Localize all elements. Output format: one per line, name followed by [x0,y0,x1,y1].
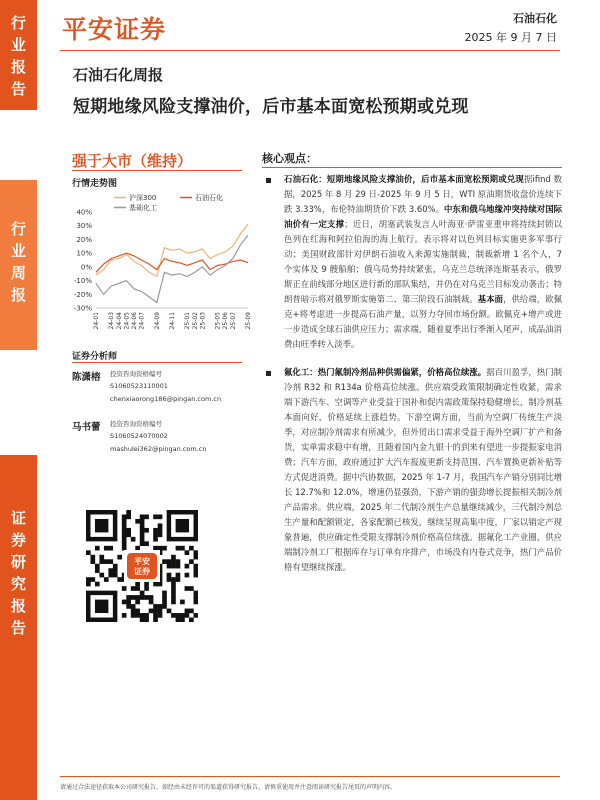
x-tick-label: 24-09 [153,312,161,330]
x-tick-label: 24-04 [115,312,123,330]
footer-divider [60,776,560,777]
rating-divider [72,170,242,171]
report-type: 石油石化周报 [73,66,164,84]
qr-code-icon [86,510,198,622]
report-date: 2025 年 9 月 7 日 [464,31,557,44]
series-line [96,253,248,272]
analyst-id: S1060524070002 [110,432,168,440]
point-body: 据ifind 数据，2025 年 8 月 29 日-2025 年 9 月 5 日，WTI 原油期货收盘价连续下跌 3.33%，布伦特油期货价下跌 3.60%。 [284,174,562,214]
x-tick-label: 24-07 [138,312,146,330]
x-tick-label: 25-05 [214,312,222,330]
report-title: 短期地缘风险支撑油价，后市基本面宽松预期或兑现 [73,97,469,117]
y-tick-label: 10% [76,249,92,258]
sector-label: 石油石化 [513,12,557,25]
x-tick-label: 25-09 [245,312,252,330]
qr-logo-text: 证券 [134,567,150,576]
x-tick-label: 25-01 [184,312,192,330]
y-tick-label: -10% [73,277,92,286]
market-trend-chart [62,190,252,340]
legend-label: 沪深300 [129,194,157,202]
point-body: ；近日，胡塞武装发言人叶海亚·萨雷亚重申将持续封锁以色列在红海和阿拉伯海的海上航行。表示将对以色列目标实施更多军事行动；美国财政部针对伊朗石油收入来源实施制裁，制裁新增 1 名个人，7 个实体及 9 艘船舶；俄乌局势持续紧张，乌克兰总统泽连斯基表示，俄罗斯正在前线部分地区进行新的部队集结，并仍在对乌克兰目标发动袭击；特朗普暗示将对俄罗斯实施第二、第三阶段石油制裁。 [284,219,562,304]
analysts-label: 证券分析师 [72,352,118,362]
y-tick-label: 40% [76,208,92,217]
series-line [96,235,248,302]
analyst-email[interactable]: mashulei362@pingan.com.cn [110,445,207,453]
analyst-role: 投资咨询资格编号 [110,370,162,378]
point-lead: 石油石化：短期地缘风险支撑油价，后市基本面宽松预期或兑现 [284,174,524,184]
point-lead: 氟化工：热门氟制冷剂品种供需偏紧，价格高位续涨。 [284,367,487,377]
legend-label: 基础化工 [129,204,157,212]
industry-rating: 强于大市（维持） [72,152,193,170]
x-tick-label: 25-07 [229,312,237,330]
legend-label: 石油石化 [195,194,223,202]
x-tick-label: 24-05 [123,312,131,330]
point-body: ，供给端，欧佩克+将考虑进一步提高石油产量，以努力夺回市场份额。欧佩克+增产或进一步造成全球石油供应压力；需求端，随着夏季出行季渐入尾声，成品油消费由旺季转入淡季。 [284,294,563,349]
point-bold: 基本面 [477,294,504,304]
qr-logo-text: 平安 [134,557,150,566]
y-tick-label: 20% [76,235,92,244]
analysts-divider [72,362,242,363]
key-points-title: 核心观点： [262,152,317,165]
point-paragraph [284,172,562,352]
sidebar-block-weekly [0,180,37,350]
side-banner [0,0,37,800]
sidebar-text: 行业报告 [10,14,26,98]
x-tick-label: 24-01 [93,312,100,330]
point-body: 据百川盈孚，热门制冷剂 R32 和 R134a 价格高位续涨。供应端受政策限制确定性收紧，需求端下游汽车、空调等产业受益于国补和促内需政策保持稳健增长，制冷剂基本面向好，价格延续上涨趋势。下游空调方面，当前为空调厂传统生产淡季，对应制冷剂需求有所减少，但外贸出口需求受益于海外空调厂扩产和备货，实单需求稳中有增，且随着国内金九银十的到来有望进一步提振家电消费；汽车方面，政府通过扩大汽车报废更新支持范围、汽车置换更新补贴等方式促进消费。据中汽协数据，2025 年 1-7 月，我国汽车产销分别同比增长 12.7%和 12.0%，增速仍显强劲，下游产销的强劲增长提振相关制冷剂产品需求。供应端，2025 年二代制冷剂生产总量继续减少，三代制冷剂总生产量和配额锁定，各家配额已核发，继续呈现高集中度，厂家以销定产现象普遍，供应确定性受限支撑制冷剂价格高位续涨。据氟化工产业圈，供应端制冷剂工厂根据库存与订单有序排产，市场没有内卷式竞争，热门产品价格有望继续探涨。 [284,367,562,572]
key-points-divider [262,167,562,168]
y-tick-label: -20% [73,290,92,299]
point-paragraph [284,365,562,575]
analyst-role: 投资咨询资格编号 [110,420,162,428]
series-line [96,224,248,276]
footer-disclaimer: 请通过合法途径获取本公司研究报告，如经由未经许可的渠道获得研究报告，请慎重使用并注意阅读研究报告尾页的声明内容。 [60,784,397,791]
x-tick-label: 24-03 [108,312,116,330]
y-tick-label: 30% [76,222,92,231]
point-bold: 中东和俄乌地缘冲突持续对国际油价有一定支撑 [284,204,562,229]
analyst-name: 马书蕾 [72,422,101,433]
analyst-name: 陈潇榕 [72,372,101,383]
sidebar-text: 行业周报 [10,220,26,304]
x-tick-label: 24-11 [169,312,176,330]
sidebar-block-research [0,455,37,800]
analyst-email[interactable]: chenxiaorong186@pingan.com.cn [110,395,222,403]
x-tick-label: 25-02 [191,312,199,330]
x-tick-label: 25-06 [222,312,230,330]
sidebar-block-report-type [0,0,37,110]
x-tick-label: 25-03 [199,312,207,330]
header-divider [60,50,560,51]
sidebar-text: 证券研究报告 [10,509,26,637]
x-tick-label: 24-06 [131,312,138,330]
bullet-icon [266,371,271,376]
brand-logo: 平安证券 [62,15,167,44]
analyst-id: S1060523110001 [110,382,168,390]
bullet-icon [266,178,271,183]
y-tick-label: -30% [73,304,92,313]
y-tick-label: 0% [80,263,92,272]
chart-label: 行情走势图 [72,179,118,189]
